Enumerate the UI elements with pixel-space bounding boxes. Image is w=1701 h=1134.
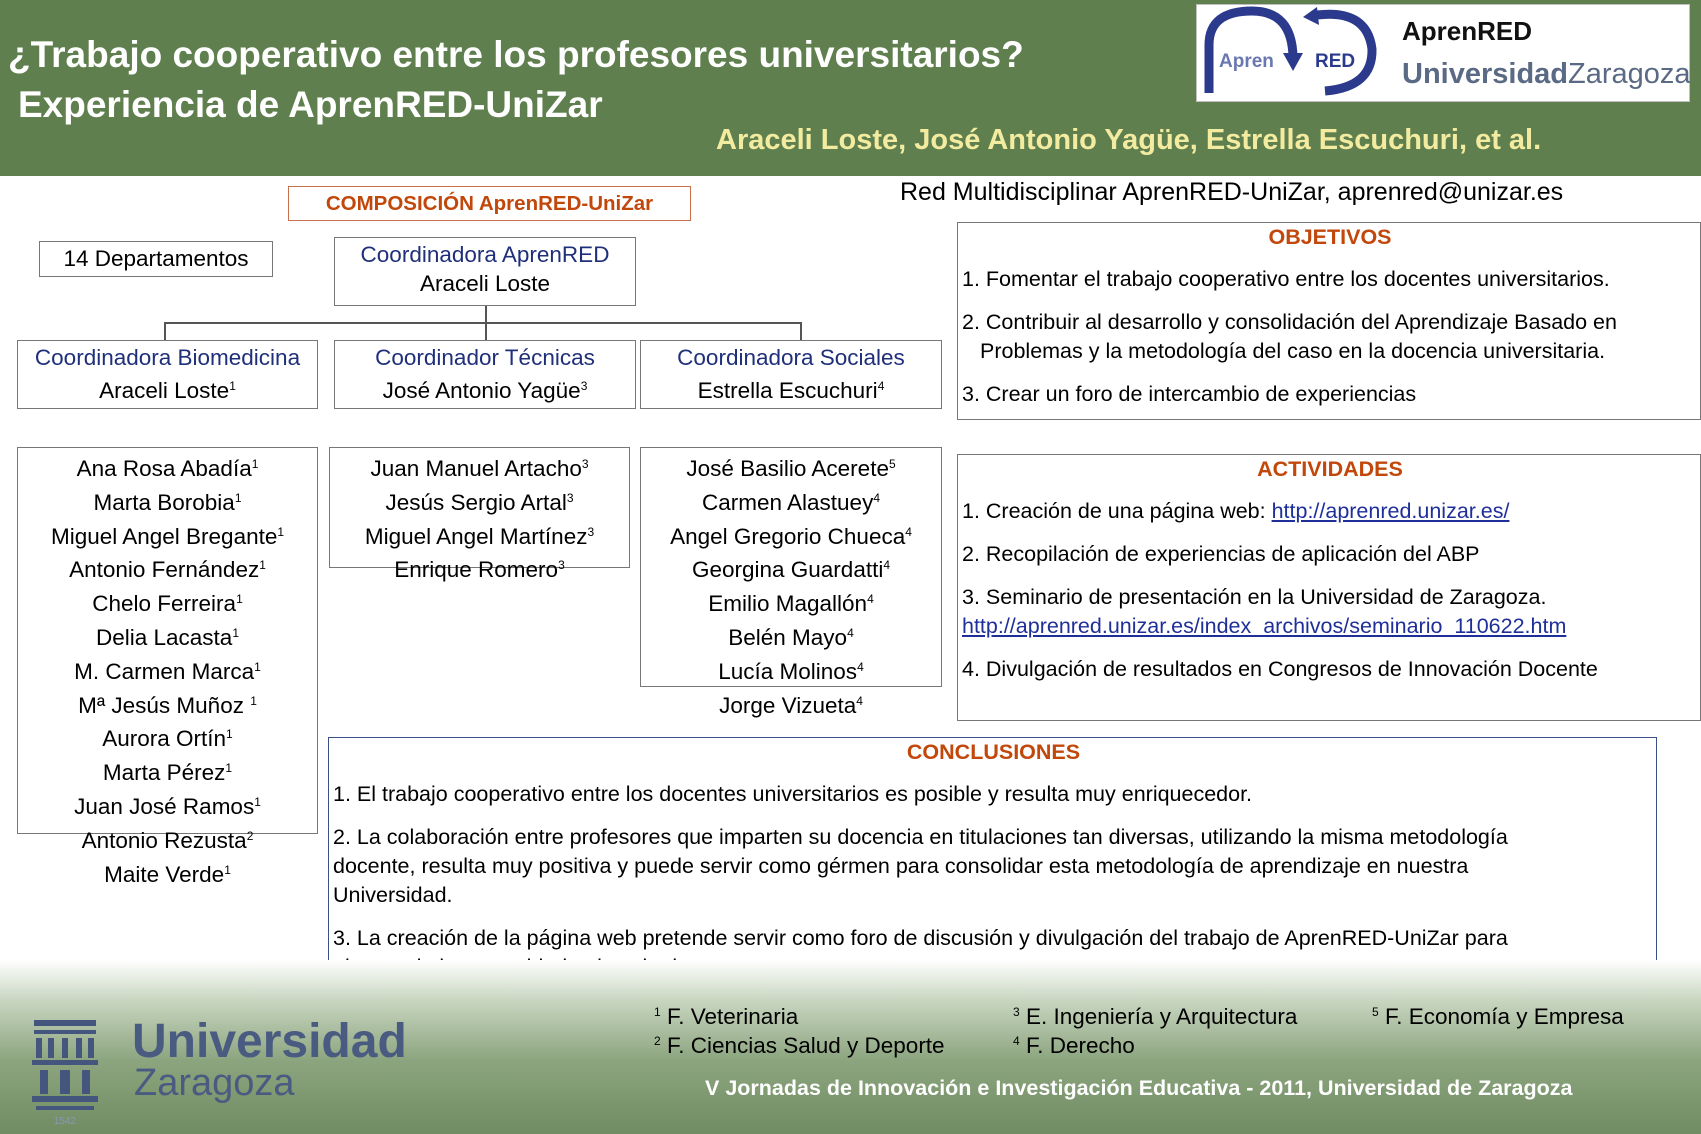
- event-line: V Jornadas de Innovación e Investigación Educativa - 2011, Universidad de Zaragoza: [705, 1076, 1573, 1100]
- members-sociales: [640, 447, 942, 718]
- member-item: José Basilio Acerete$^5$: [686, 456, 896, 481]
- member-item: Angel Gregorio Chueca$^4$: [670, 523, 912, 549]
- member-item: Belén Mayo$^4$: [728, 624, 854, 650]
- member-item: Juan Manuel Artacho$^3$: [370, 456, 589, 481]
- footnote: $^4$ F. Derecho: [1013, 1033, 1135, 1058]
- actividades-panel: [957, 454, 1701, 721]
- logo-uni-bold: Universidad: [1402, 58, 1568, 90]
- org-connector: [164, 322, 801, 324]
- conclusion-item: 2. La colaboración entre profesores que imparten su docencia en titulaciones tan diversas, utilizando la misma metodología: [333, 825, 1508, 849]
- member-item: Maite Verde$^1$: [104, 861, 231, 887]
- footer-university-word: Universidad: [132, 1015, 407, 1068]
- member-item: Mª Jesús Muñoz $^1$: [78, 692, 257, 718]
- org-connector: [485, 322, 487, 340]
- objetivo-item: 1. Fomentar el trabajo cooperativo entre los docentes universitarios.: [962, 267, 1610, 291]
- area-role: Coordinadora Biomedicina: [34, 345, 301, 370]
- conclusion-item-cont: docente, resulta muy positiva y puede servir como gérmen para consolidar esta metodología de aprendizaje en nuestra: [333, 854, 1469, 878]
- footnote: $^3$ E. Ingeniería y Arquitectura: [1013, 1004, 1298, 1029]
- coordinator-box: [334, 237, 636, 306]
- conclusiones-title: CONCLUSIONES: [906, 740, 1081, 764]
- actividades-title: ACTIVIDADES: [1257, 457, 1403, 481]
- member-item: Aurora Ortín$^1$: [102, 726, 233, 752]
- seminario-link[interactable]: http://aprenred.unizar.es/index_archivos/seminario_110622.htm: [962, 614, 1567, 638]
- member-item: Miguel Angel Martínez$^3$: [364, 523, 595, 549]
- logo-uni-regular: Zaragoza: [1568, 58, 1691, 90]
- actividad-item: 3. Seminario de presentación en la Universidad de Zaragoza.: [962, 585, 1547, 609]
- member-item: Jorge Vizueta$^4$: [719, 692, 863, 718]
- member-item: Juan José Ramos$^1$: [74, 793, 261, 819]
- university-building-icon: [30, 1018, 100, 1128]
- conclusion-item: 3. La creación de la página web pretende servir como foro de discusión y divulgación del trabajo de AprenRED-UniZar para: [333, 926, 1508, 950]
- member-item: Chelo Ferreira$^1$: [92, 591, 243, 617]
- objetivo-item: 3. Crear un foro de intercambio de experiencias: [962, 382, 1417, 406]
- member-item: Delia Lacasta$^1$: [95, 624, 240, 650]
- org-connector: [800, 322, 802, 340]
- logo-mark-left: Apren: [1219, 51, 1274, 72]
- org-connector: [485, 306, 487, 323]
- objetivo-item-cont: Problemas y la metodología del caso en la docencia universitaria.: [980, 339, 1606, 363]
- members-tecnicas: [329, 447, 630, 583]
- coordinator-name: Araceli Loste: [419, 271, 551, 296]
- logo-mark-right: RED: [1315, 51, 1356, 72]
- member-item: Miguel Angel Bregante$^1$: [50, 523, 285, 549]
- member-item: Emilio Magallón$^4$: [708, 591, 874, 617]
- org-connector: [164, 322, 166, 340]
- poster-title-line2: Experiencia de AprenRED-UniZar: [18, 84, 603, 125]
- member-item: Antonio Fernández$^1$: [69, 557, 266, 583]
- objetivo-item: 2. Contribuir al desarrollo y consolidación del Aprendizaje Basado en: [962, 310, 1617, 334]
- logo-name: AprenRED: [1402, 16, 1533, 46]
- area-role: Coordinador Técnicas: [375, 345, 595, 370]
- composition-title: COMPOSICIÓN AprenRED-UniZar: [288, 186, 691, 221]
- member-item: Carmen Alastuey$^4$: [701, 489, 881, 515]
- university-year: 1542: [53, 1116, 77, 1127]
- area-name: Araceli Loste$^1$: [99, 378, 236, 403]
- departments-box: 14 Departamentos: [39, 241, 273, 277]
- contact-line: Red Multidisciplinar AprenRED-UniZar, aprenred@unizar.es: [900, 178, 1564, 206]
- member-item: Marta Pérez$^1$: [102, 760, 233, 786]
- footnote: $^5$ F. Economía y Empresa: [1372, 1004, 1624, 1029]
- actividad-item: 1. Creación de una página web: http://aprenred.unizar.es/: [962, 499, 1510, 523]
- objetivos-panel: [957, 222, 1701, 420]
- conclusion-item-cont: Universidad.: [333, 883, 453, 907]
- area-box-biomedicina: [17, 340, 318, 409]
- authors: Araceli Loste, José Antonio Yagüe, Estrella Escuchuri, et al.: [716, 124, 1542, 156]
- member-item: Lucía Molinos$^4$: [718, 658, 864, 684]
- footer-zaragoza-word: Zaragoza: [134, 1062, 295, 1104]
- actividad-item: 2. Recopilación de experiencias de aplicación del ABP: [962, 542, 1480, 566]
- member-item: Ana Rosa Abadía$^1$: [76, 456, 259, 481]
- member-item: Jesús Sergio Artal$^3$: [385, 489, 574, 515]
- footnote: $^1$ F. Veterinaria: [654, 1004, 799, 1029]
- logo-university: [1402, 58, 1691, 91]
- area-role: Coordinadora Sociales: [677, 345, 905, 370]
- poster-title-line1: ¿Trabajo cooperativo entre los profesores universitarios?: [8, 34, 1024, 75]
- area-box-sociales: [640, 340, 942, 409]
- actividad-item: 4. Divulgación de resultados en Congresos de Innovación Docente: [962, 657, 1598, 681]
- member-item: Georgina Guardatti$^4$: [691, 557, 891, 583]
- conclusion-item: 1. El trabajo cooperativo entre los docentes universitarios es posible y resulta muy enriquecedor.: [333, 782, 1253, 806]
- member-item: M. Carmen Marca$^1$: [74, 658, 261, 684]
- members-biomedicina: [17, 447, 318, 887]
- aprenred-website-link[interactable]: http://aprenred.unizar.es/: [1271, 499, 1510, 523]
- footnote: $^2$ F. Ciencias Salud y Deporte: [654, 1033, 945, 1058]
- conclusiones-panel: [328, 737, 1657, 992]
- member-item: Marta Borobia$^1$: [93, 489, 242, 515]
- objetivos-title: OBJETIVOS: [1268, 225, 1392, 249]
- member-item: Antonio Rezusta$^2$: [81, 827, 254, 853]
- area-name: José Antonio Yagüe$^3$: [382, 378, 588, 403]
- aprenred-cycle-icon: [1197, 5, 1387, 99]
- area-name: Estrella Escuchuri$^4$: [697, 378, 885, 403]
- coordinator-role: Coordinadora AprenRED: [360, 242, 610, 267]
- member-item: Enrique Romero$^3$: [394, 557, 565, 583]
- area-box-tecnicas: [334, 340, 636, 409]
